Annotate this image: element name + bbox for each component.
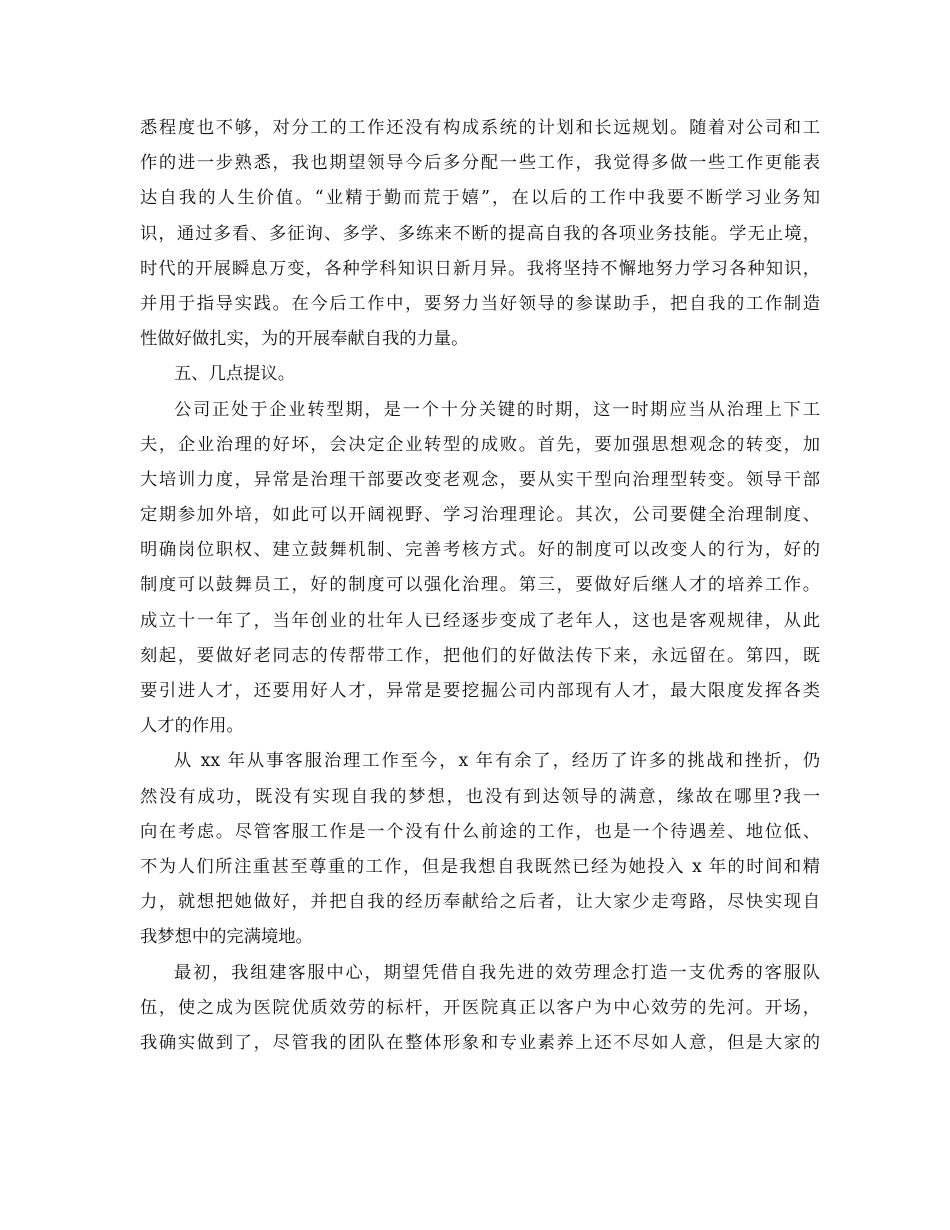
text-line-1: 悉程度也不够，对分工的工作还没有构成系统的计划和长远规划。随着对公司和工 xyxy=(140,118,820,138)
text-line-10: 夫，企业治理的好坏，会决定企业转型的成败。首先，要加强思想观念的转变，加 xyxy=(140,434,820,455)
text-line-17: 要引进人才，还要用好人才，异常是要挖掘公司内部现有人才，最大限度发挥各类 xyxy=(140,681,820,701)
text-line-22: 不为人们所注重甚至尊重的工作，但是我想自我既然已经为她投入 x 年的时间和精 xyxy=(140,856,820,877)
text-line-13: 明确岗位职权、建立鼓舞机制、完善考核方式。好的制度可以改变人的行为，好的 xyxy=(140,540,820,561)
text-line-19: 从 xx 年从事客服治理工作至今，x 年有余了，经历了许多的挑战和挫折，仍 xyxy=(174,751,820,772)
text-line-2: 作的进一步熟悉，我也期望领导今后多分配一些工作，我觉得多做一些工作更能表 xyxy=(140,153,820,174)
text-line-6: 并用于指导实践。在今后工作中，要努力当好领导的参谋助手，把自我的工作制造 xyxy=(140,293,820,314)
text-line-11: 大培训力度，异常是治理干部要改变老观念，要从实干型向治理型转变。领导干部 xyxy=(140,469,820,490)
text-line-15: 成立十一年了，当年创业的壮年人已经逐步变成了老年人，这也是客观规律，从此 xyxy=(140,610,820,631)
text-line-23: 力，就想把她做好，并把自我的经历奉献给之后者，让大家少走弯路，尽快实现自 xyxy=(140,892,820,913)
text-line-25: 最初，我组建客服中心，期望凭借自我先进的效劳理念打造一支优秀的客服队 xyxy=(174,962,820,983)
text-line-21: 向在考虑。尽管客服工作是一个没有什么前途的工作，也是一个待遇差、地位低、 xyxy=(140,821,820,842)
text-line-3: 达自我的人生价值。“业精于勤而荒于嬉”，在以后的工作中我要不断学习业务知 xyxy=(140,188,820,209)
text-line-18: 人才的作用。 xyxy=(140,716,244,737)
text-line-5: 时代的开展瞬息万变，各种学科知识日新月异。我将坚持不懈地努力学习各种知识， xyxy=(140,258,820,279)
text-line-24: 我梦想中的完满境地。 xyxy=(140,927,313,948)
text-line-26: 伍，使之成为医院优质效劳的标杆，开医院真正以客户为中心效劳的先河。开场， xyxy=(140,997,820,1018)
text-line-7: 性做好做扎实，为的开展奉献自我的力量。 xyxy=(140,329,469,350)
text-line-4: 识，通过多看、多征询、多学、多练来不断的提高自我的各项业务技能。学无止境， xyxy=(140,223,820,244)
body-text xyxy=(140,111,820,1061)
text-line-9: 公司正处于企业转型期，是一个十分关键的时期，这一时期应当从治理上下工 xyxy=(174,399,820,420)
text-line-16: 刻起，要做好老同志的传帮带工作，把他们的好做法传下来，永远留在。第四，既 xyxy=(140,645,820,666)
section-heading: 五、几点提议。 xyxy=(174,364,295,385)
text-line-27: 我确实做到了，尽管我的团队在整体形象和专业素养上还不尽如人意，但是大家的 xyxy=(140,1032,820,1053)
text-line-20: 然没有成功，既没有实现自我的梦想，也没有到达领导的满意，缘故在哪里?我一 xyxy=(140,786,820,807)
text-line-12: 定期参加外培，如此可以开阔视野、学习治理理论。其次，公司要健全治理制度、 xyxy=(140,505,820,526)
text-line-14: 制度可以鼓舞员工，好的制度可以强化治理。第三，要做好后继人才的培养工作。 xyxy=(140,575,820,596)
